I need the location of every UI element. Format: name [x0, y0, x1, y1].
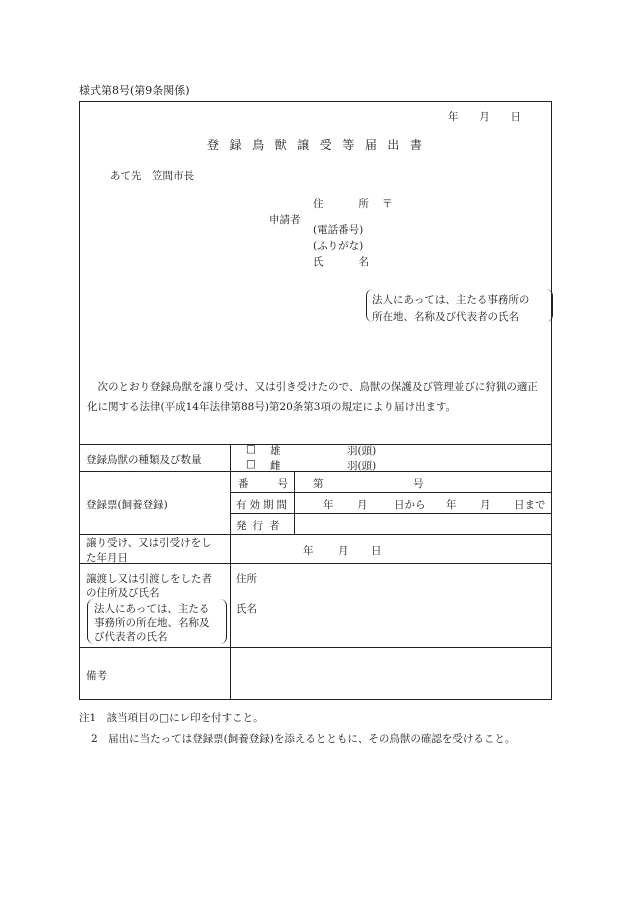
- validity-from-year: 年: [323, 499, 334, 511]
- reg-number-prefix: 第: [313, 478, 324, 490]
- note-2: 2 届出に当たっては登録票(飼養登録)を添えるとともに、その鳥獣の確認を受けること。: [91, 733, 516, 745]
- title-char: 受: [319, 138, 332, 152]
- submission-date: [448, 109, 521, 124]
- reg-number-label: 番 号: [238, 478, 288, 490]
- applicant-label: 申請者: [269, 214, 301, 226]
- reg-number-suffix: 号: [413, 478, 424, 490]
- applicant-address-label: 住 所: [313, 198, 369, 210]
- column-divider-main: [230, 444, 231, 700]
- addressee: あて先 笠間市長: [110, 170, 194, 182]
- date-day-label: 日: [510, 111, 521, 123]
- title-char: 書: [409, 138, 422, 152]
- date-year-label: 年: [448, 111, 459, 123]
- title-char: 録: [229, 138, 242, 152]
- divider-reg-validity: [230, 513, 552, 514]
- remarks-label: 備考: [86, 670, 107, 682]
- transfer-date-label-line2: た年月日: [86, 552, 128, 564]
- divider-intro: [79, 444, 552, 445]
- transfer-day: 日: [371, 545, 382, 557]
- divider-date: [79, 563, 552, 564]
- female-unit: 羽(頭): [347, 460, 377, 472]
- postal-mark: 〒: [382, 198, 393, 210]
- transferor-label-line2: の住所及び氏名: [86, 587, 160, 599]
- transferor-name-label: 氏名: [236, 603, 257, 615]
- title-char: 出: [387, 138, 400, 152]
- divider-transferor: [79, 647, 552, 648]
- title-char: 獣: [274, 138, 287, 152]
- intro-paragraph: 次のとおり登録鳥獣を譲り受け、又は引き受けたので、鳥獣の保護及び管理並びに狩猟の適正化に関する法律(平成14年法律第88号)第20条第3項の規定により届け出ます。: [87, 381, 538, 413]
- validity-to-year: 年: [446, 499, 457, 511]
- validity-to-day: 日まで: [514, 499, 546, 511]
- transferor-address-label: 住所: [236, 573, 257, 585]
- reg-issuer-label: 発行者: [236, 520, 286, 532]
- applicant-corp-note-line2: 所在地、名称及び代表者の氏名: [372, 311, 519, 323]
- applicant-phone-label: (電話番号): [313, 224, 364, 236]
- species-label: 登録鳥獣の種類及び数量: [86, 454, 202, 466]
- male-unit: 羽(頭): [347, 445, 377, 457]
- divider-species: [79, 471, 552, 472]
- document-title: [207, 136, 422, 153]
- title-char: 届: [364, 138, 377, 152]
- transferor-label-line1: 譲渡し又は引渡しをした者: [86, 573, 212, 585]
- female-checkbox[interactable]: □: [246, 458, 256, 470]
- applicant-name-label: 氏 名: [313, 256, 369, 268]
- transfer-year: 年: [303, 545, 314, 557]
- validity-from-month: 月: [357, 499, 368, 511]
- transfer-date-label-line1: 譲り受け、又は引受けをし: [86, 537, 212, 549]
- male-checkbox[interactable]: □: [246, 443, 256, 455]
- date-month-label: 月: [479, 111, 490, 123]
- title-char: 鳥: [252, 138, 265, 152]
- title-char: 等: [342, 138, 355, 152]
- form-number-label: 様式第8号(第9条関係): [79, 84, 190, 97]
- validity-to-month: 月: [480, 499, 491, 511]
- title-char: 登: [207, 138, 220, 152]
- registration-label: 登録票(飼養登録): [86, 499, 168, 511]
- transferor-note-line2: 事務所の所在地、名称及: [94, 617, 210, 629]
- validity-from-day: 日から: [394, 499, 426, 511]
- divider-reg-number: [230, 492, 552, 493]
- reg-validity-label: 有効期間: [236, 499, 290, 511]
- female-label: 雌: [270, 460, 281, 472]
- note-1: 注1 該当項目の□にレ印を付すこと。: [79, 712, 264, 724]
- transfer-month: 月: [338, 545, 349, 557]
- transferor-note-line3: び代表者の氏名: [94, 631, 168, 643]
- column-divider-registration: [294, 471, 295, 534]
- applicant-furigana-label: (ふりがな): [313, 240, 364, 252]
- male-label: 雄: [270, 445, 281, 457]
- applicant-corp-note-line1: 法人にあっては、主たる事務所の: [372, 294, 530, 306]
- title-char: 譲: [297, 138, 310, 152]
- transferor-note-line1: 法人にあっては、主たる: [94, 603, 210, 615]
